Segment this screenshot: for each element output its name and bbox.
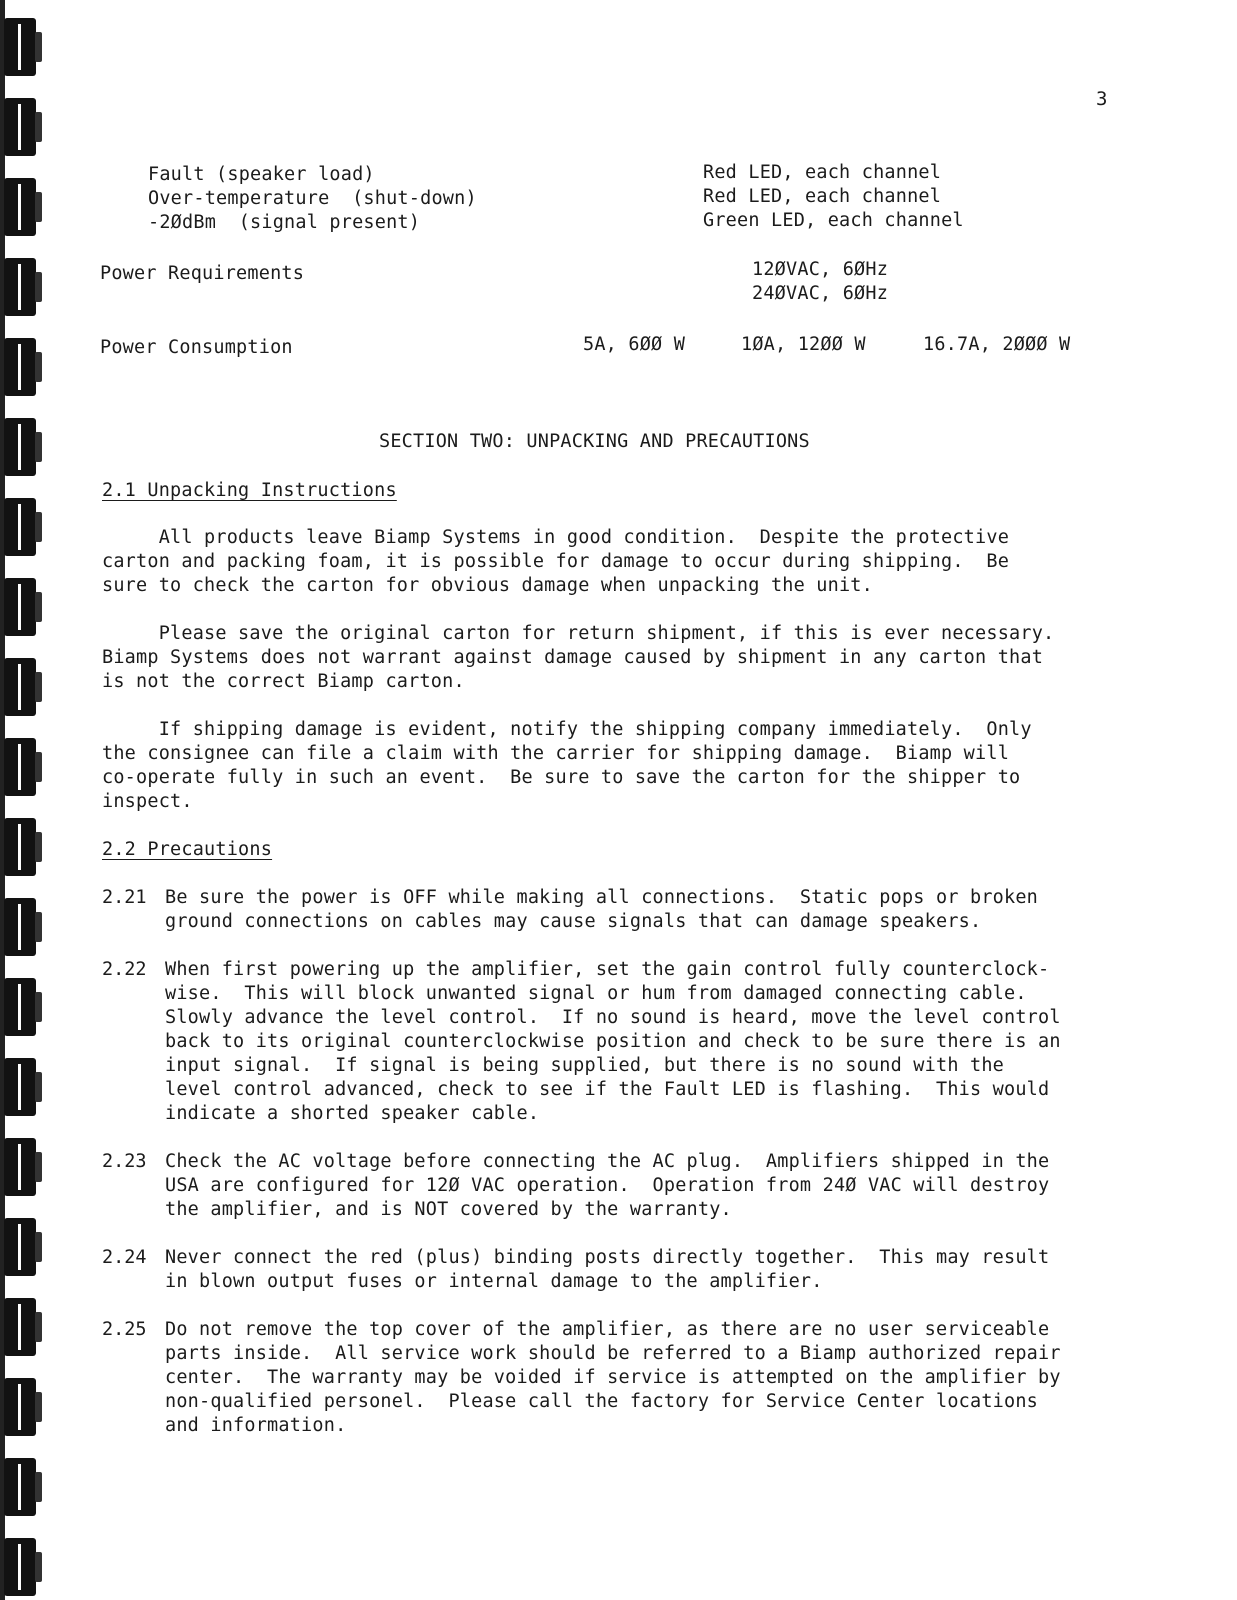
precaution-number: 2.23: [102, 1151, 147, 1172]
section-title: SECTION TWO: UNPACKING AND PRECAUTIONS: [379, 431, 810, 452]
binding-ring: [4, 418, 36, 476]
binding-ring: [4, 1378, 36, 1436]
paragraph-line: If shipping damage is evident, notify the shipping company immediately. Only: [102, 719, 1032, 740]
binding-ring: [4, 578, 36, 636]
binding-ring: [4, 178, 36, 236]
section-heading: 2.2 Precautions: [102, 839, 273, 860]
precaution-number: 2.21: [102, 887, 147, 908]
binding-ring: [4, 338, 36, 396]
power-consumption-value: 1ØA, 12ØØ W: [741, 334, 866, 355]
precaution-number: 2.22: [102, 959, 147, 980]
precaution-line: input signal. If signal is being supplied, but there is no sound with the: [165, 1055, 1005, 1076]
precaution-line: parts inside. All service work should be referred to a Biamp authorized repair: [165, 1343, 1061, 1364]
paragraph-line: Biamp Systems does not warrant against damage caused by shipment in any carton that: [102, 647, 1044, 668]
section-heading: 2.1 Unpacking Instructions: [102, 480, 397, 501]
precaution-line: Check the AC voltage before connecting the AC plug. Amplifiers shipped in the: [165, 1151, 1050, 1172]
power-consumption-value: 16.7A, 2ØØØ W: [923, 334, 1071, 355]
precaution-line: USA are configured for 12Ø VAC operation. Operation from 24Ø VAC will destroy: [165, 1175, 1050, 1196]
paragraph-line: All products leave Biamp Systems in good condition. Despite the protective: [102, 527, 1010, 548]
binding-ring: [4, 18, 36, 76]
precaution-line: and information.: [165, 1415, 347, 1436]
binding-ring: [4, 98, 36, 156]
paragraph-line: sure to check the carton for obvious damage when unpacking the unit.: [102, 575, 873, 596]
precaution-line: When first powering up the amplifier, set the gain control fully counterclock-: [165, 959, 1050, 980]
page-number: 3: [1096, 88, 1108, 110]
binding-ring: [4, 1538, 36, 1596]
indicator-value: Red LED, each channel: [703, 162, 942, 183]
precaution-line: center. The warranty may be voided if service is attempted on the amplifier by: [165, 1367, 1061, 1388]
power-consumption-value: 5A, 6ØØ W: [583, 334, 686, 355]
binding-ring: [4, 498, 36, 556]
paragraph-line: is not the correct Biamp carton.: [102, 671, 465, 692]
precaution-line: back to its original counterclockwise position and check to be sure there is an: [165, 1031, 1061, 1052]
indicator-label: Fault (speaker load): [148, 164, 375, 185]
indicator-label: -2ØdBm (signal present): [148, 212, 421, 233]
precaution-line: ground connections on cables may cause signals that can damage speakers.: [165, 911, 982, 932]
binding-spine: [0, 0, 5, 1600]
paragraph-line: the consignee can file a claim with the carrier for shipping damage. Biamp will: [102, 743, 1010, 764]
power-requirement-value: 12ØVAC, 6ØHz: [752, 259, 889, 280]
spiral-binding: [0, 0, 44, 1600]
precaution-line: the amplifier, and is NOT covered by the warranty.: [165, 1199, 732, 1220]
binding-ring: [4, 1058, 36, 1116]
precaution-line: Never connect the red (plus) binding posts directly together. This may result: [165, 1247, 1050, 1268]
indicator-value: Green LED, each channel: [703, 210, 964, 231]
binding-ring: [4, 818, 36, 876]
precaution-line: indicate a shorted speaker cable.: [165, 1103, 540, 1124]
precaution-line: Slowly advance the level control. If no sound is heard, move the level control: [165, 1007, 1061, 1028]
precaution-line: Do not remove the top cover of the amplifier, as there are no user serviceable: [165, 1319, 1050, 1340]
binding-ring: [4, 1458, 36, 1516]
precaution-number: 2.25: [102, 1319, 147, 1340]
binding-ring: [4, 1298, 36, 1356]
binding-ring: [4, 258, 36, 316]
precaution-line: non-qualified personel. Please call the factory for Service Center locations: [165, 1391, 1039, 1412]
paragraph-line: inspect.: [102, 791, 193, 812]
power-requirements-label: Power Requirements: [100, 263, 305, 284]
binding-ring: [4, 1218, 36, 1276]
binding-ring: [4, 978, 36, 1036]
paragraph-line: carton and packing foam, it is possible for damage to occur during shipping. Be: [102, 551, 1010, 572]
binding-ring: [4, 658, 36, 716]
power-requirement-value: 24ØVAC, 6ØHz: [752, 283, 889, 304]
binding-ring: [4, 738, 36, 796]
precaution-line: wise. This will block unwanted signal or hum from damaged connecting cable.: [165, 983, 1027, 1004]
power-consumption-label: Power Consumption: [100, 337, 293, 358]
precaution-line: Be sure the power is OFF while making all connections. Static pops or broken: [165, 887, 1039, 908]
precaution-line: level control advanced, check to see if the Fault LED is flashing. This would: [165, 1079, 1050, 1100]
binding-ring: [4, 898, 36, 956]
paragraph-line: Please save the original carton for return shipment, if this is ever necessary.: [102, 623, 1055, 644]
binding-ring: [4, 1138, 36, 1196]
precaution-number: 2.24: [102, 1247, 147, 1268]
indicator-label: Over-temperature (shut-down): [148, 188, 477, 209]
indicator-value: Red LED, each channel: [703, 186, 942, 207]
paragraph-line: co-operate fully in such an event. Be sure to save the carton for the shipper to: [102, 767, 1021, 788]
precaution-line: in blown output fuses or internal damage to the amplifier.: [165, 1271, 823, 1292]
